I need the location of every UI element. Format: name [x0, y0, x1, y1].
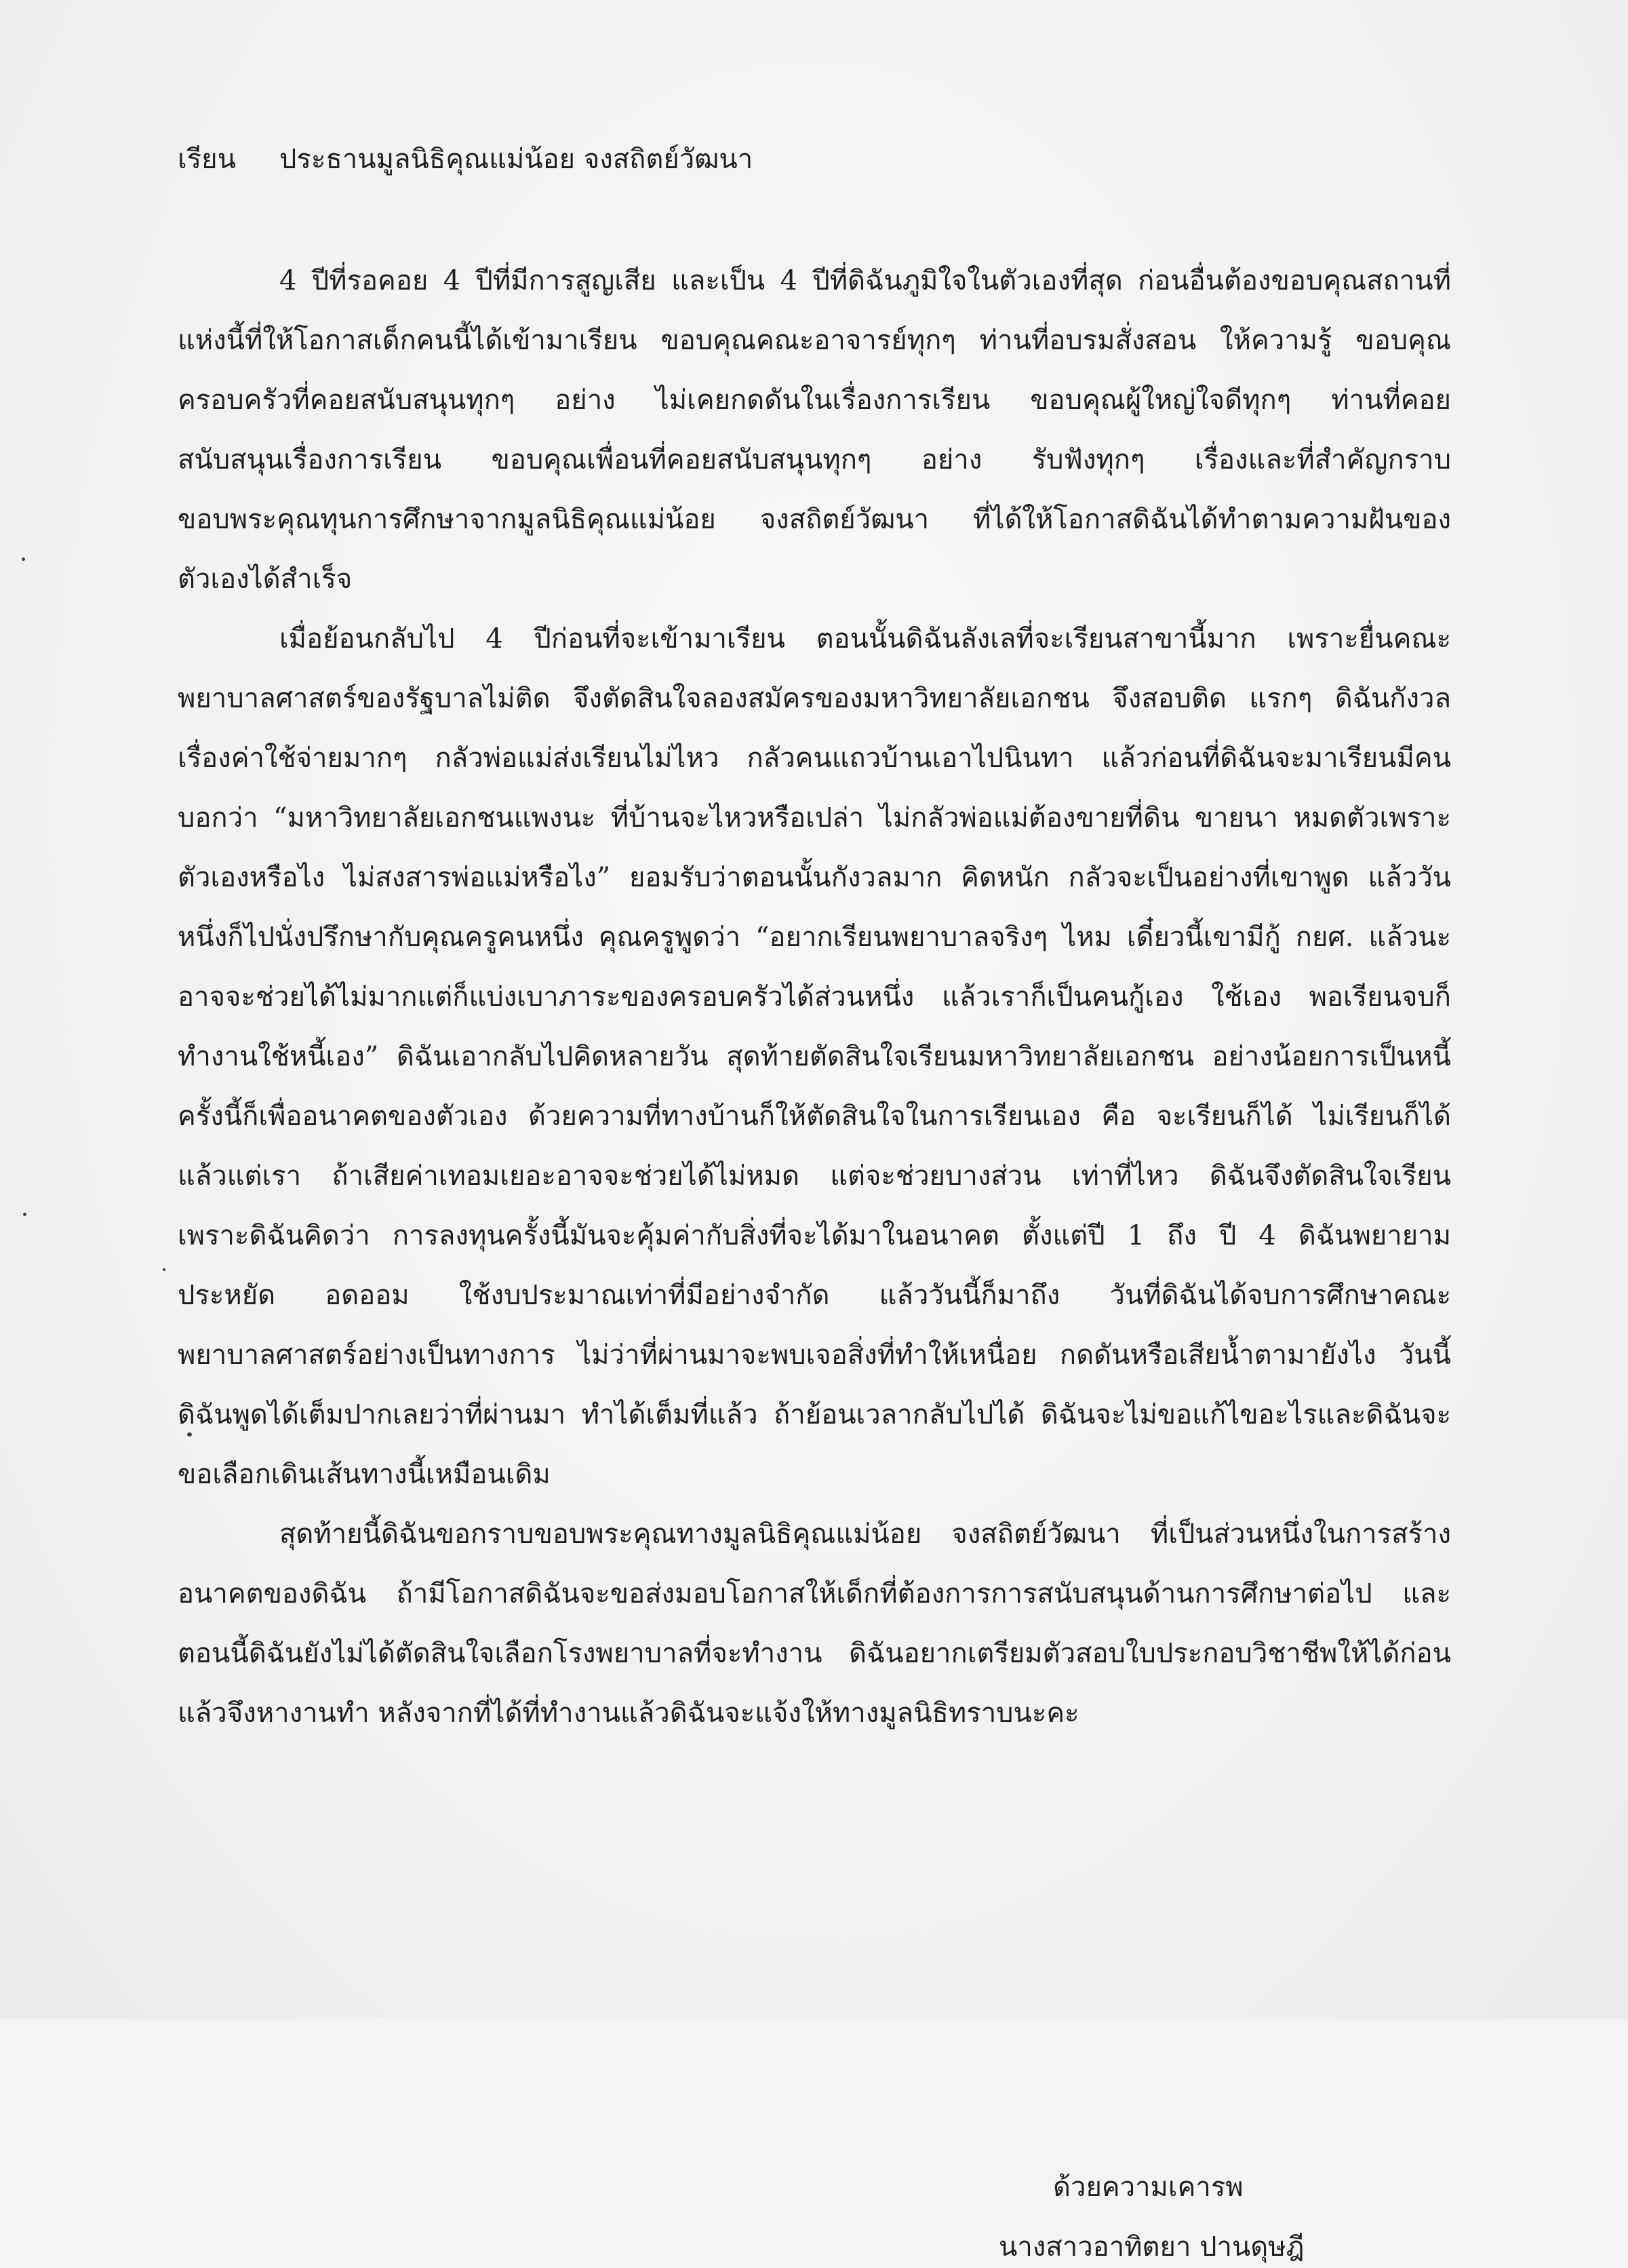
body-line: เพราะดิฉันคิดว่า การลงทุนครั้งนี้มันจะคุ้มค่ากับสิ่งที่จะได้มาในอนาคต ตั้งแต่ปี 1 ถึง ปี 4 ดิฉันพยายาม [178, 1220, 1451, 1251]
paragraph-story [178, 609, 1451, 1504]
letter-body [178, 251, 1451, 1743]
salutation [178, 136, 753, 183]
scan-speck [187, 1432, 192, 1436]
body-line: ขอบพระคุณทุนการศึกษาจากมูลนิธิคุณแม่น้อย จงสถิตย์วัฒนา ที่ได้ให้โอกาสดิฉันได้ทำตามความฝันของ [178, 504, 1451, 535]
body-line: ครั้งนี้ก็เพื่ออนาคตของตัวเอง ด้วยความที่ทางบ้านก็ให้ตัดสินใจในการเรียนเอง คือ จะเรียนก็ได้ ไม่เรียนก็ได้ [178, 1101, 1451, 1132]
body-line: ขอเลือกเดินเส้นทางนี้เหมือนเดิม [178, 1459, 551, 1490]
body-line: สุดท้ายนี้ดิฉันขอกราบขอบพระคุณทางมูลนิธิคุณแม่น้อย จงสถิตย์วัฒนา ที่เป็นส่วนหนึ่งในการสร้าง [279, 1519, 1451, 1550]
body-line: เมื่อย้อนกลับไป 4 ปีก่อนที่จะเข้ามาเรียน ตอนนั้นดิฉันลังเลที่จะเรียนสาขานี้มาก เพราะยื่นคณะ [279, 623, 1451, 654]
recipient-name: ประธานมูลนิธิคุณแม่น้อย จงสถิตย์วัฒนา [279, 144, 753, 175]
body-line: ตัวเองได้สำเร็จ [178, 564, 353, 595]
body-line: อาจจะช่วยได้ไม่มากแต่ก็แบ่งเบาภาระของครอบครัวได้ส่วนหนึ่ง แล้วเราก็เป็นคนกู้เอง ใช้เอง พอเรียนจบก็ [178, 981, 1451, 1013]
body-line: ตอนนี้ดิฉันยังไม่ได้ตัดสินใจเลือกโรงพยาบาลที่จะทำงาน ดิฉันอยากเตรียมตัวสอบใบประกอบวิชาชีพให้ได้ก่อน [178, 1638, 1451, 1669]
body-line: ครอบครัวที่คอยสนับสนุนทุกๆ อย่าง ไม่เคยกดดันในเรื่องการเรียน ขอบคุณผู้ใหญ่ใจดีทุกๆ ท่านที่คอย [178, 385, 1451, 416]
body-line: แล้วจึงหางานทำ หลังจากที่ได้ที่ทำงานแล้วดิฉันจะแจ้งให้ทางมูลนิธิทราบนะคะ [178, 1698, 1079, 1729]
body-line: หนึ่งก็ไปนั่งปรึกษากับคุณครูคนหนึ่ง คุณครูพูดว่า “อยากเรียนพยาบาลจริงๆ ไหม เดี๋ยวนี้เขามีกู้ กยศ. แล้วนะ [178, 922, 1451, 953]
body-line: ตัวเองหรือไง ไม่สงสารพ่อแม่หรือไง” ยอมรับว่าตอนนั้นกังวลมาก คิดหนัก กลัวจะเป็นอย่างที่เขาพูด แล้ววัน [178, 862, 1451, 893]
body-line: แล้วแต่เรา ถ้าเสียค่าเทอมเยอะอาจจะช่วยได้ไม่หมด แต่จะช่วยบางส่วน เท่าที่ไหว ดิฉันจึงตัดสินใจเรียน [178, 1160, 1451, 1192]
body-line: บอกว่า “มหาวิทยาลัยเอกชนแพงนะ ที่บ้านจะไหวหรือเปล่า ไม่กลัวพ่อแม่ต้องขายที่ดิน ขายนา หมดตัวเพราะ [178, 802, 1451, 834]
closing-phrase: ด้วยความเคารพ [1053, 2172, 1244, 2203]
paragraph-gratitude [178, 251, 1451, 609]
body-line: ประหยัด อดออม ใช้งบประมาณเท่าที่มีอย่างจำกัด แล้ววันนี้ก็มาถึง วันที่ดิฉันได้จบการศึกษาคณะ [178, 1280, 1451, 1311]
scan-speck [22, 558, 25, 561]
body-line: อนาคตของดิฉัน ถ้ามีโอกาสดิฉันจะขอส่งมอบโอกาสให้เด็กที่ต้องการการสนับสนุนด้านการศึกษาต่อไป และ [178, 1578, 1451, 1609]
body-line: ทำงานใช้หนี้เอง” ดิฉันเอากลับไปคิดหลายวัน สุดท้ายตัดสินใจเรียนมหาวิทยาลัยเอกชน อย่างน้อยการเป็นหนี้ [178, 1041, 1451, 1072]
body-line: แห่งนี้ที่ให้โอกาสเด็กคนนี้ได้เข้ามาเรียน ขอบคุณคณะอาจารย์ทุกๆ ท่านที่อบรมสั่งสอน ให้ความรู้ ขอบคุณ [178, 325, 1451, 356]
scan-speck [23, 1213, 26, 1216]
body-line: พยาบาลศาสตร์อย่างเป็นทางการ ไม่ว่าที่ผ่านมาจะพบเจอสิ่งที่ทำให้เหนื่อย กดดันหรือเสียน้ำตามายังไง วันนี้ [178, 1340, 1451, 1371]
body-line: พยาบาลศาสตร์ของรัฐบาลไม่ติด จึงตัดสินใจลองสมัครของมหาวิทยาลัยเอกชน จึงสอบติด แรกๆ ดิฉันกังวล [178, 683, 1451, 714]
body-line: 4 ปีที่รอคอย 4 ปีที่มีการสูญเสีย และเป็น 4 ปีที่ดิฉันภูมิใจในตัวเองที่สุด ก่อนอื่นต้องขอบคุณสถานที่ [279, 265, 1451, 296]
body-line: ดิฉันพูดได้เต็มปากเลยว่าที่ผ่านมา ทำได้เต็มที่แล้ว ถ้าย้อนเวลากลับไปได้ ดิฉันจะไม่ขอแก้ไขอะไรและดิฉันจะ [178, 1399, 1451, 1430]
signature-name: นางสาวอาทิตยา ปานดุษฎี [999, 2231, 1305, 2263]
body-line: สนับสนุนเรื่องการเรียน ขอบคุณเพื่อนที่คอยสนับสนุนทุกๆ อย่าง รับฟังทุกๆ เรื่องและที่สำคัญกราบ [178, 444, 1451, 475]
paragraph-closing [178, 1504, 1451, 1743]
salutation-word: เรียน [178, 144, 236, 175]
body-line: เรื่องค่าใช้จ่ายมากๆ กลัวพ่อแม่ส่งเรียนไม่ไหว กลัวคนแถวบ้านเอาไปนินทา แล้วก่อนที่ดิฉันจะมาเรียนมีคน [178, 743, 1451, 774]
scan-speck [163, 1268, 165, 1271]
